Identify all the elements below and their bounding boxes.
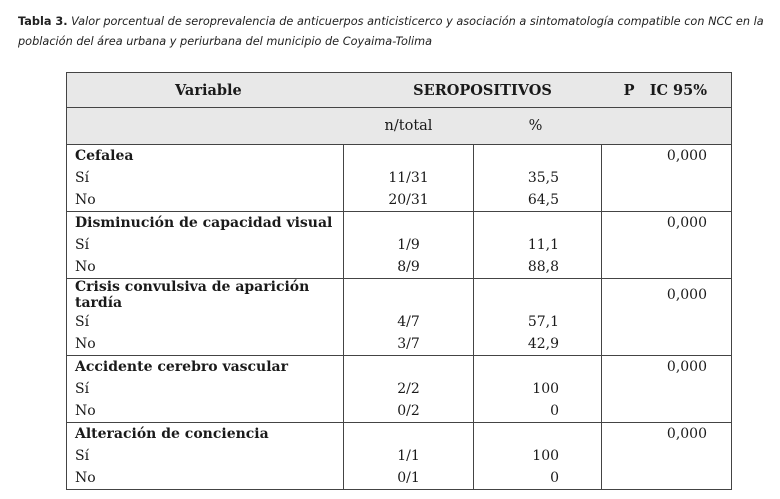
subheader-row (67, 108, 732, 145)
percent-cell: 0 (474, 400, 602, 423)
group-title-row (67, 145, 732, 168)
table-row (67, 378, 732, 400)
table-row (67, 256, 732, 279)
group-title-row (67, 212, 732, 235)
table-row (67, 189, 732, 212)
percent-cell: 0 (474, 467, 602, 490)
p-value: 0,000 (602, 356, 732, 379)
table-row (67, 234, 732, 256)
percent-cell: 100 (474, 378, 602, 400)
option-label: Sí (75, 314, 90, 330)
p-value: 0,000 (602, 279, 732, 312)
header-p-ic: P IC 95% (602, 73, 732, 108)
group-title: Cefalea (67, 145, 344, 168)
caption-text: Valor porcentual de seroprevalencia de anticuerpos anticisticerco y asociación a sintomatología compatible con NCC en la población del área urbana y periurbana del municipio de Coyaima-Tolima (18, 15, 764, 48)
n-total-cell: 0/2 (344, 400, 474, 423)
header-variable: Variable (67, 73, 344, 108)
percent-cell: 42,9 (474, 333, 602, 356)
option-label: Sí (75, 237, 90, 253)
option-label: No (75, 259, 96, 275)
percent-cell: 100 (474, 445, 602, 467)
option-label: No (75, 336, 96, 352)
option-label: Sí (75, 170, 90, 186)
option-label: Sí (75, 381, 90, 397)
p-value: 0,000 (602, 212, 732, 235)
table-row (67, 167, 732, 189)
percent-cell: 88,8 (474, 256, 602, 279)
n-total-cell: 3/7 (344, 333, 474, 356)
group-title: Accidente cerebro vascular (67, 356, 344, 379)
n-total-cell: 1/9 (344, 234, 474, 256)
table-row (67, 311, 732, 333)
header-seropositivos: SEROPOSITIVOS (344, 73, 602, 108)
p-value: 0,000 (602, 145, 732, 168)
n-total-cell: 8/9 (344, 256, 474, 279)
data-table (66, 72, 732, 490)
group-title: Alteración de conciencia (67, 423, 344, 446)
n-total-cell: 2/2 (344, 378, 474, 400)
option-label: No (75, 192, 96, 208)
table-caption (18, 12, 768, 52)
group-title: Crisis convulsiva de aparición tardía (67, 279, 344, 312)
p-value: 0,000 (602, 423, 732, 446)
table-row (67, 445, 732, 467)
n-total-cell: 0/1 (344, 467, 474, 490)
group-title-row (67, 356, 732, 379)
n-total-cell: 11/31 (344, 167, 474, 189)
percent-cell: 64,5 (474, 189, 602, 212)
option-label: No (75, 470, 96, 486)
table-row (67, 333, 732, 356)
caption-label: Tabla 3. (18, 15, 68, 28)
n-total-cell: 1/1 (344, 445, 474, 467)
group-title-row (67, 279, 732, 312)
n-total-cell: 20/31 (344, 189, 474, 212)
percent-cell: 57,1 (474, 311, 602, 333)
option-label: Sí (75, 448, 90, 464)
percent-cell: 11,1 (474, 234, 602, 256)
group-title-row (67, 423, 732, 446)
header-row (67, 73, 732, 108)
header-n-total: n/total (344, 108, 474, 145)
group-title: Disminución de capacidad visual (67, 212, 344, 235)
table-row (67, 400, 732, 423)
n-total-cell: 4/7 (344, 311, 474, 333)
table-row (67, 467, 732, 490)
header-percent: % (474, 108, 602, 145)
percent-cell: 35,5 (474, 167, 602, 189)
option-label: No (75, 403, 96, 419)
